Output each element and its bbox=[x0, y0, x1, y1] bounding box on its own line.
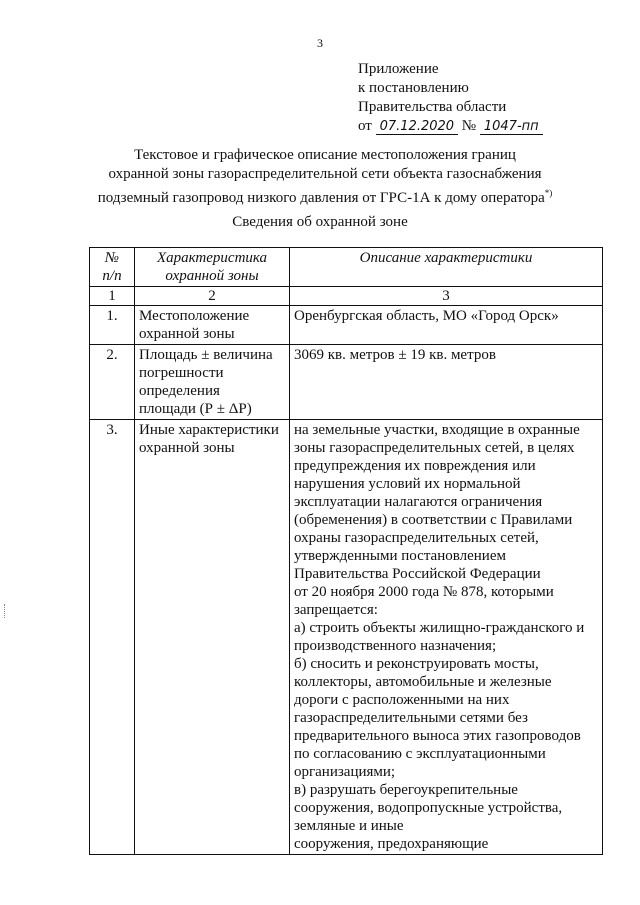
desc-line: земляные и иные bbox=[294, 818, 404, 834]
desc-line: охраны газораспределительных сетей, bbox=[294, 530, 539, 546]
desc-line: а) строить объекты жилищно-гражданского и bbox=[294, 620, 585, 636]
char-line: Иные характеристики bbox=[139, 422, 279, 438]
char-line: определения bbox=[139, 383, 220, 399]
row-description bbox=[290, 306, 603, 345]
desc-line: по согласованию с эксплуатационными bbox=[294, 746, 546, 762]
header-char-line-2: охранной зоны bbox=[165, 268, 259, 284]
document-title bbox=[60, 146, 590, 208]
desc-line: предварительного выноса этих газопроводов bbox=[294, 728, 581, 744]
title-line-2: охранной зоны газораспределительной сети объекта газоснабжения bbox=[108, 166, 542, 182]
char-line: охранной зоны bbox=[139, 326, 235, 342]
appendix-block bbox=[358, 60, 543, 136]
row-num: 2. bbox=[90, 345, 135, 420]
title-line-1: Текстовое и графическое описание местоположения границ bbox=[134, 147, 516, 163]
desc-line: производственного назначения; bbox=[294, 638, 497, 654]
title-line-3-text: подземный газопровод низкого давления от ГРС-1А к дому оператора bbox=[97, 190, 545, 206]
desc-line: нарушения условий их нормальной bbox=[294, 476, 521, 492]
char-line: погрешности bbox=[139, 365, 224, 381]
desc-line: запрещается: bbox=[294, 602, 378, 618]
desc-line: дороги с расположенными на них bbox=[294, 692, 510, 708]
column-number-1: 1 bbox=[90, 287, 135, 306]
desc-line: от 20 ноября 2000 года № 878, которыми bbox=[294, 584, 554, 600]
header-num-line-2: п/п bbox=[102, 268, 122, 284]
column-number-row bbox=[90, 287, 603, 306]
char-line: Местоположение bbox=[139, 308, 250, 324]
desc-line: газораспределительными сетями без bbox=[294, 710, 528, 726]
char-line: площади (Р ± ΔР) bbox=[139, 401, 252, 417]
desc-line: организациями; bbox=[294, 764, 396, 780]
column-number-2: 2 bbox=[135, 287, 290, 306]
char-line: охранной зоны bbox=[139, 440, 235, 456]
column-number-3: 3 bbox=[290, 287, 603, 306]
desc-line: утвержденными постановлением bbox=[294, 548, 506, 564]
appendix-line-2: к постановлению bbox=[358, 80, 469, 96]
desc-line: (обременения) в соответствии с Правилами bbox=[294, 512, 573, 528]
appendix-line-1: Приложение bbox=[358, 61, 439, 77]
desc-line: эксплуатации налагаются ограничения bbox=[294, 494, 543, 510]
handwritten-date: 07.12.2020 bbox=[376, 119, 458, 135]
table-row bbox=[90, 345, 603, 420]
row-characteristic bbox=[135, 306, 290, 345]
desc-line: на земельные участки, входящие в охранные bbox=[294, 422, 580, 438]
desc-line: коллекторы, автомобильные и железные bbox=[294, 674, 552, 690]
desc-line: зоны газораспределительных сетей, в целях bbox=[294, 440, 575, 456]
table-header-row bbox=[90, 248, 603, 287]
handwritten-number: 1047-пп bbox=[480, 119, 543, 135]
title-line-3 bbox=[60, 184, 590, 208]
header-num-line-1: № bbox=[104, 250, 120, 266]
row-num: 3. bbox=[90, 420, 135, 855]
desc-line: б) сносить и реконструировать мосты, bbox=[294, 656, 539, 672]
header-num bbox=[90, 248, 135, 287]
header-description: Описание характеристики bbox=[290, 248, 603, 287]
scan-edge-mark bbox=[4, 604, 6, 618]
appendix-date-line bbox=[358, 117, 543, 136]
row-characteristic bbox=[135, 420, 290, 855]
desc-line: Оренбургская область, МО «Город Орск» bbox=[294, 308, 559, 324]
page-number: 3 bbox=[317, 36, 323, 50]
char-line: Площадь ± величина bbox=[139, 347, 273, 363]
table-row bbox=[90, 420, 603, 855]
row-num: 1. bbox=[90, 306, 135, 345]
table-row bbox=[90, 306, 603, 345]
row-description bbox=[290, 345, 603, 420]
desc-line: сооружения, предохраняющие bbox=[294, 836, 489, 852]
desc-line: в) разрушать берегоукрепительные bbox=[294, 782, 518, 798]
row-characteristic bbox=[135, 345, 290, 420]
header-characteristic bbox=[135, 248, 290, 287]
number-sign: № bbox=[461, 118, 477, 134]
desc-line: сооружения, водопропускные устройства, bbox=[294, 800, 563, 816]
zone-info-table bbox=[89, 247, 603, 855]
desc-line: Правительства Российской Федерации bbox=[294, 566, 541, 582]
desc-line: предупреждения их повреждения или bbox=[294, 458, 536, 474]
header-char-line-1: Характеристика bbox=[156, 250, 268, 266]
row-description bbox=[290, 420, 603, 855]
section-subtitle: Сведения об охранной зоне bbox=[232, 214, 408, 230]
appendix-line-3: Правительства области bbox=[358, 99, 507, 115]
desc-line: 3069 кв. метров ± 19 кв. метров bbox=[294, 347, 496, 363]
footnote-mark: *) bbox=[544, 188, 553, 198]
date-prefix: от bbox=[358, 118, 372, 134]
